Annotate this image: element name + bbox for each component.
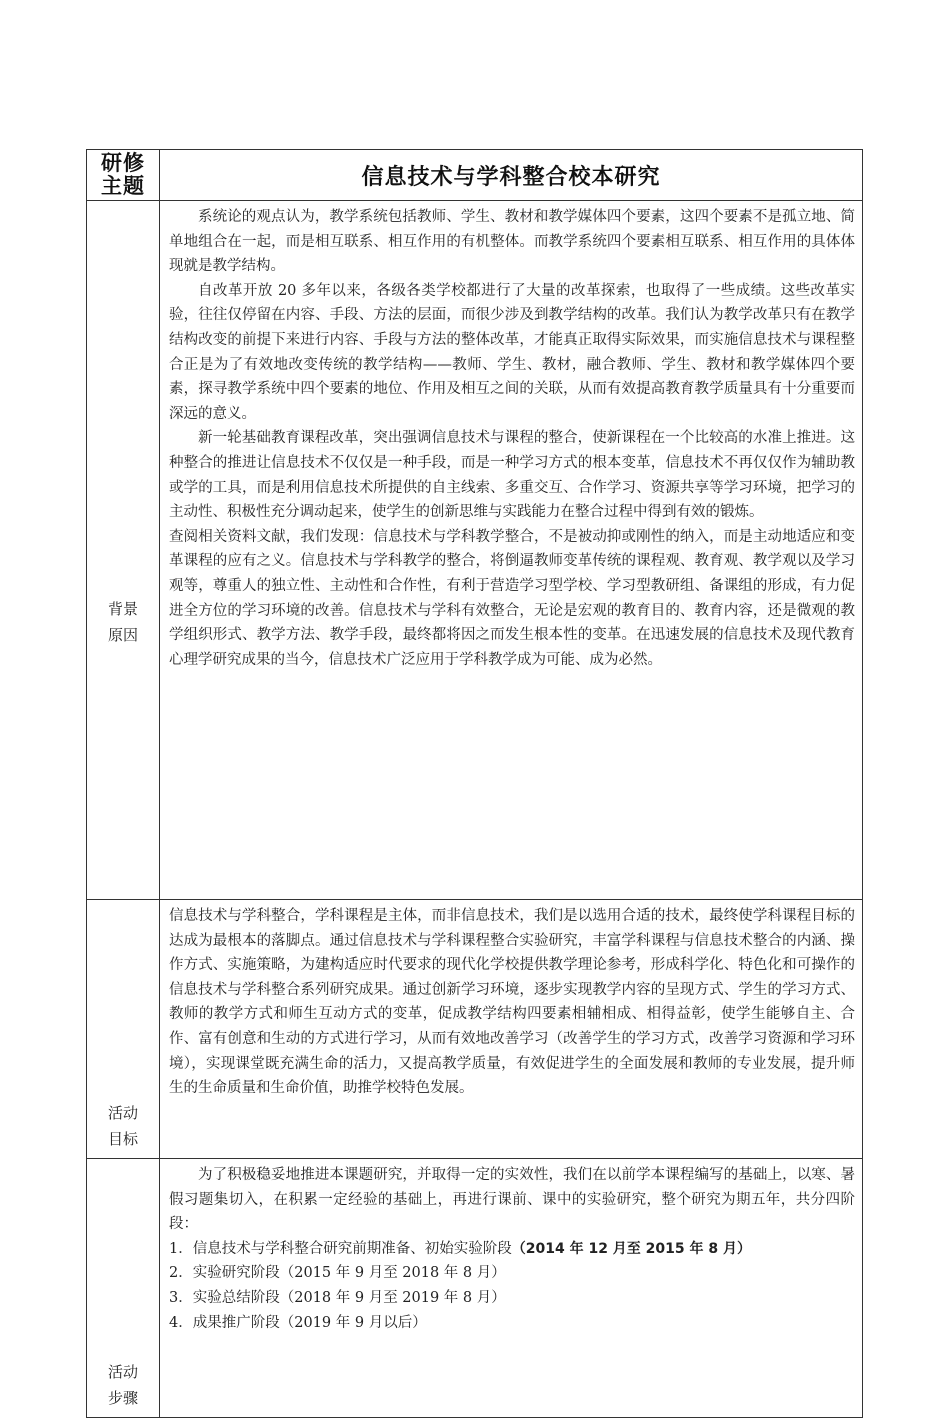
header-row <box>87 150 863 201</box>
goals-label-line2: 目标 <box>107 1130 138 1148</box>
background-row <box>87 201 863 900</box>
goals-label-line1: 活动 <box>107 1104 138 1122</box>
step-period: （2018 年 9 月至 2019 年 8 月） <box>279 1289 506 1306</box>
list-item <box>169 1286 855 1311</box>
step-period: （2015 年 9 月至 2018 年 8 月） <box>279 1265 506 1282</box>
background-label-line1: 背景 <box>107 600 138 618</box>
list-item <box>169 1311 855 1336</box>
background-paragraph: 新一轮基础教育课程改革，突出强调信息技术与课程的整合，使新课程在一个比较高的水准上推进。这种整合的推进让信息技术不仅仅是一种手段，而是一种学习方式的根本变革，信息技术不再仅仅作为辅助教或学的工具，而是利用信息技术所提供的自主线索、多重交互、合作学习、资源共享等学习环境，把学习的主动性、积极性充分调动起来，使学生的创新思维与实践能力在整合过程中得到有效的锻炼。 <box>169 430 855 521</box>
list-item <box>169 1237 855 1262</box>
list-item <box>169 1261 855 1286</box>
steps-label-line2: 步骤 <box>107 1389 138 1407</box>
background-paragraph: 查阅相关资料文献，我们发现：信息技术与学科教学整合，不是被动抑或刚性的纳入，而是主动地适应和变革课程的应有之义。信息技术与学科教学的整合，将倒逼教师变革传统的课程观、教育观、教学观以及学习观等，尊重人的独立性、主动性和合作性，有利于营造学习型学校、学习型教研组、备课组的形成，有力促进全方位的学习环境的改善。信息技术与学科有效整合，无论是宏观的教育目的、教育内容，还是微观的教学组织形式、教学方法、教学手段，最终都将因之而发生根本性的变革。在迅速发展的信息技术及现代教育心理学研究成果的当今，信息技术广泛应用于学科教学成为可能、成为必然。 <box>169 528 855 668</box>
step-title: 2．实验研究阶段 <box>169 1265 280 1282</box>
background-content <box>160 201 863 900</box>
step-period: （2019 年 9 月以后） <box>279 1314 427 1331</box>
steps-label <box>87 1159 160 1418</box>
steps-intro: 为了积极稳妥地推进本课题研究，并取得一定的实效性，我们在以前学本课程编写的基础上，以寒、暑假习题集切入，在积累一定经验的基础上，再进行课前、课中的实验研究，整个研究为期五年，共分四阶段： <box>169 1167 855 1233</box>
goals-row <box>87 900 863 1159</box>
step-period: （2014 年 12 月至 2015 年 8 月） <box>511 1240 752 1257</box>
goals-content <box>160 900 863 1159</box>
research-plan-table <box>86 149 863 1418</box>
goals-label <box>87 900 160 1159</box>
steps-row <box>87 1159 863 1418</box>
background-paragraph: 系统论的观点认为，教学系统包括教师、学生、教材和教学媒体四个要素，这四个要素不是孤立地、简单地组合在一起，而是相互联系、相互作用的有机整体。而教学系统四个要素相互联系、相互作用的具体体现就是教学结构。 <box>169 209 855 275</box>
steps-content <box>160 1159 863 1418</box>
background-label-line2: 原因 <box>107 626 138 644</box>
topic-label-line1: 研修 <box>101 151 145 175</box>
goals-paragraph: 信息技术与学科整合，学科课程是主体，而非信息技术，我们是以选用合适的技术，最终使学科课程目标的达成为最根本的落脚点。通过信息技术与学科课程整合实验研究，丰富学科课程与信息技术整合的内涵、操作方式、实施策略，为建构适应时代要求的现代化学校提供教学理论参考，形成科学化、特色化和可操作的信息技术与学科整合系列研究成果。通过创新学习环境，逐步实现教学内容的呈现方式、学生的学习方式、教师的教学方式和师生互动方式的变革，促成教学结构四要素相辅相成、相得益彰，使学生能够自主、合作、富有创意和生动的方式进行学习，从而有效地改善学习（改善学生的学习方式，改善学习资源和学习环境），实现课堂既充满生命的活力，又提高教学质量，有效促进学生的全面发展和教师的专业发展，提升师生的生命质量和生命价值，助推学校特色发展。 <box>169 908 855 1097</box>
steps-label-line1: 活动 <box>107 1363 138 1381</box>
topic-label-line2: 主题 <box>101 174 145 198</box>
topic-label <box>87 150 160 201</box>
background-paragraph: 自改革开放 20 多年以来，各级各类学校都进行了大量的改革探索，也取得了一些成绩。这些改革实验，往往仅停留在内容、手段、方法的层面，而很少涉及到教学结构的改革。我们认为教学改革只有在教学结构改变的前提下来进行内容、手段与方法的整体改革，才能真正取得实际效果，而实施信息技术与课程整合正是为了有效地改变传统的教学结构——教师、学生、教材，融合教师、学生、教材和教学媒体四个要素，探寻教学系统中四个要素的地位、作用及相互之间的关联，从而有效提高教育教学质量具有十分重要而深远的意义。 <box>169 282 855 422</box>
step-title: 1．信息技术与学科整合研究前期准备、初始实验阶段 <box>169 1240 512 1257</box>
step-title: 4．成果推广阶段 <box>169 1314 280 1331</box>
background-label <box>87 201 160 900</box>
step-title: 3．实验总结阶段 <box>169 1289 280 1306</box>
topic-title: 信息技术与学科整合校本研究 <box>160 150 863 201</box>
